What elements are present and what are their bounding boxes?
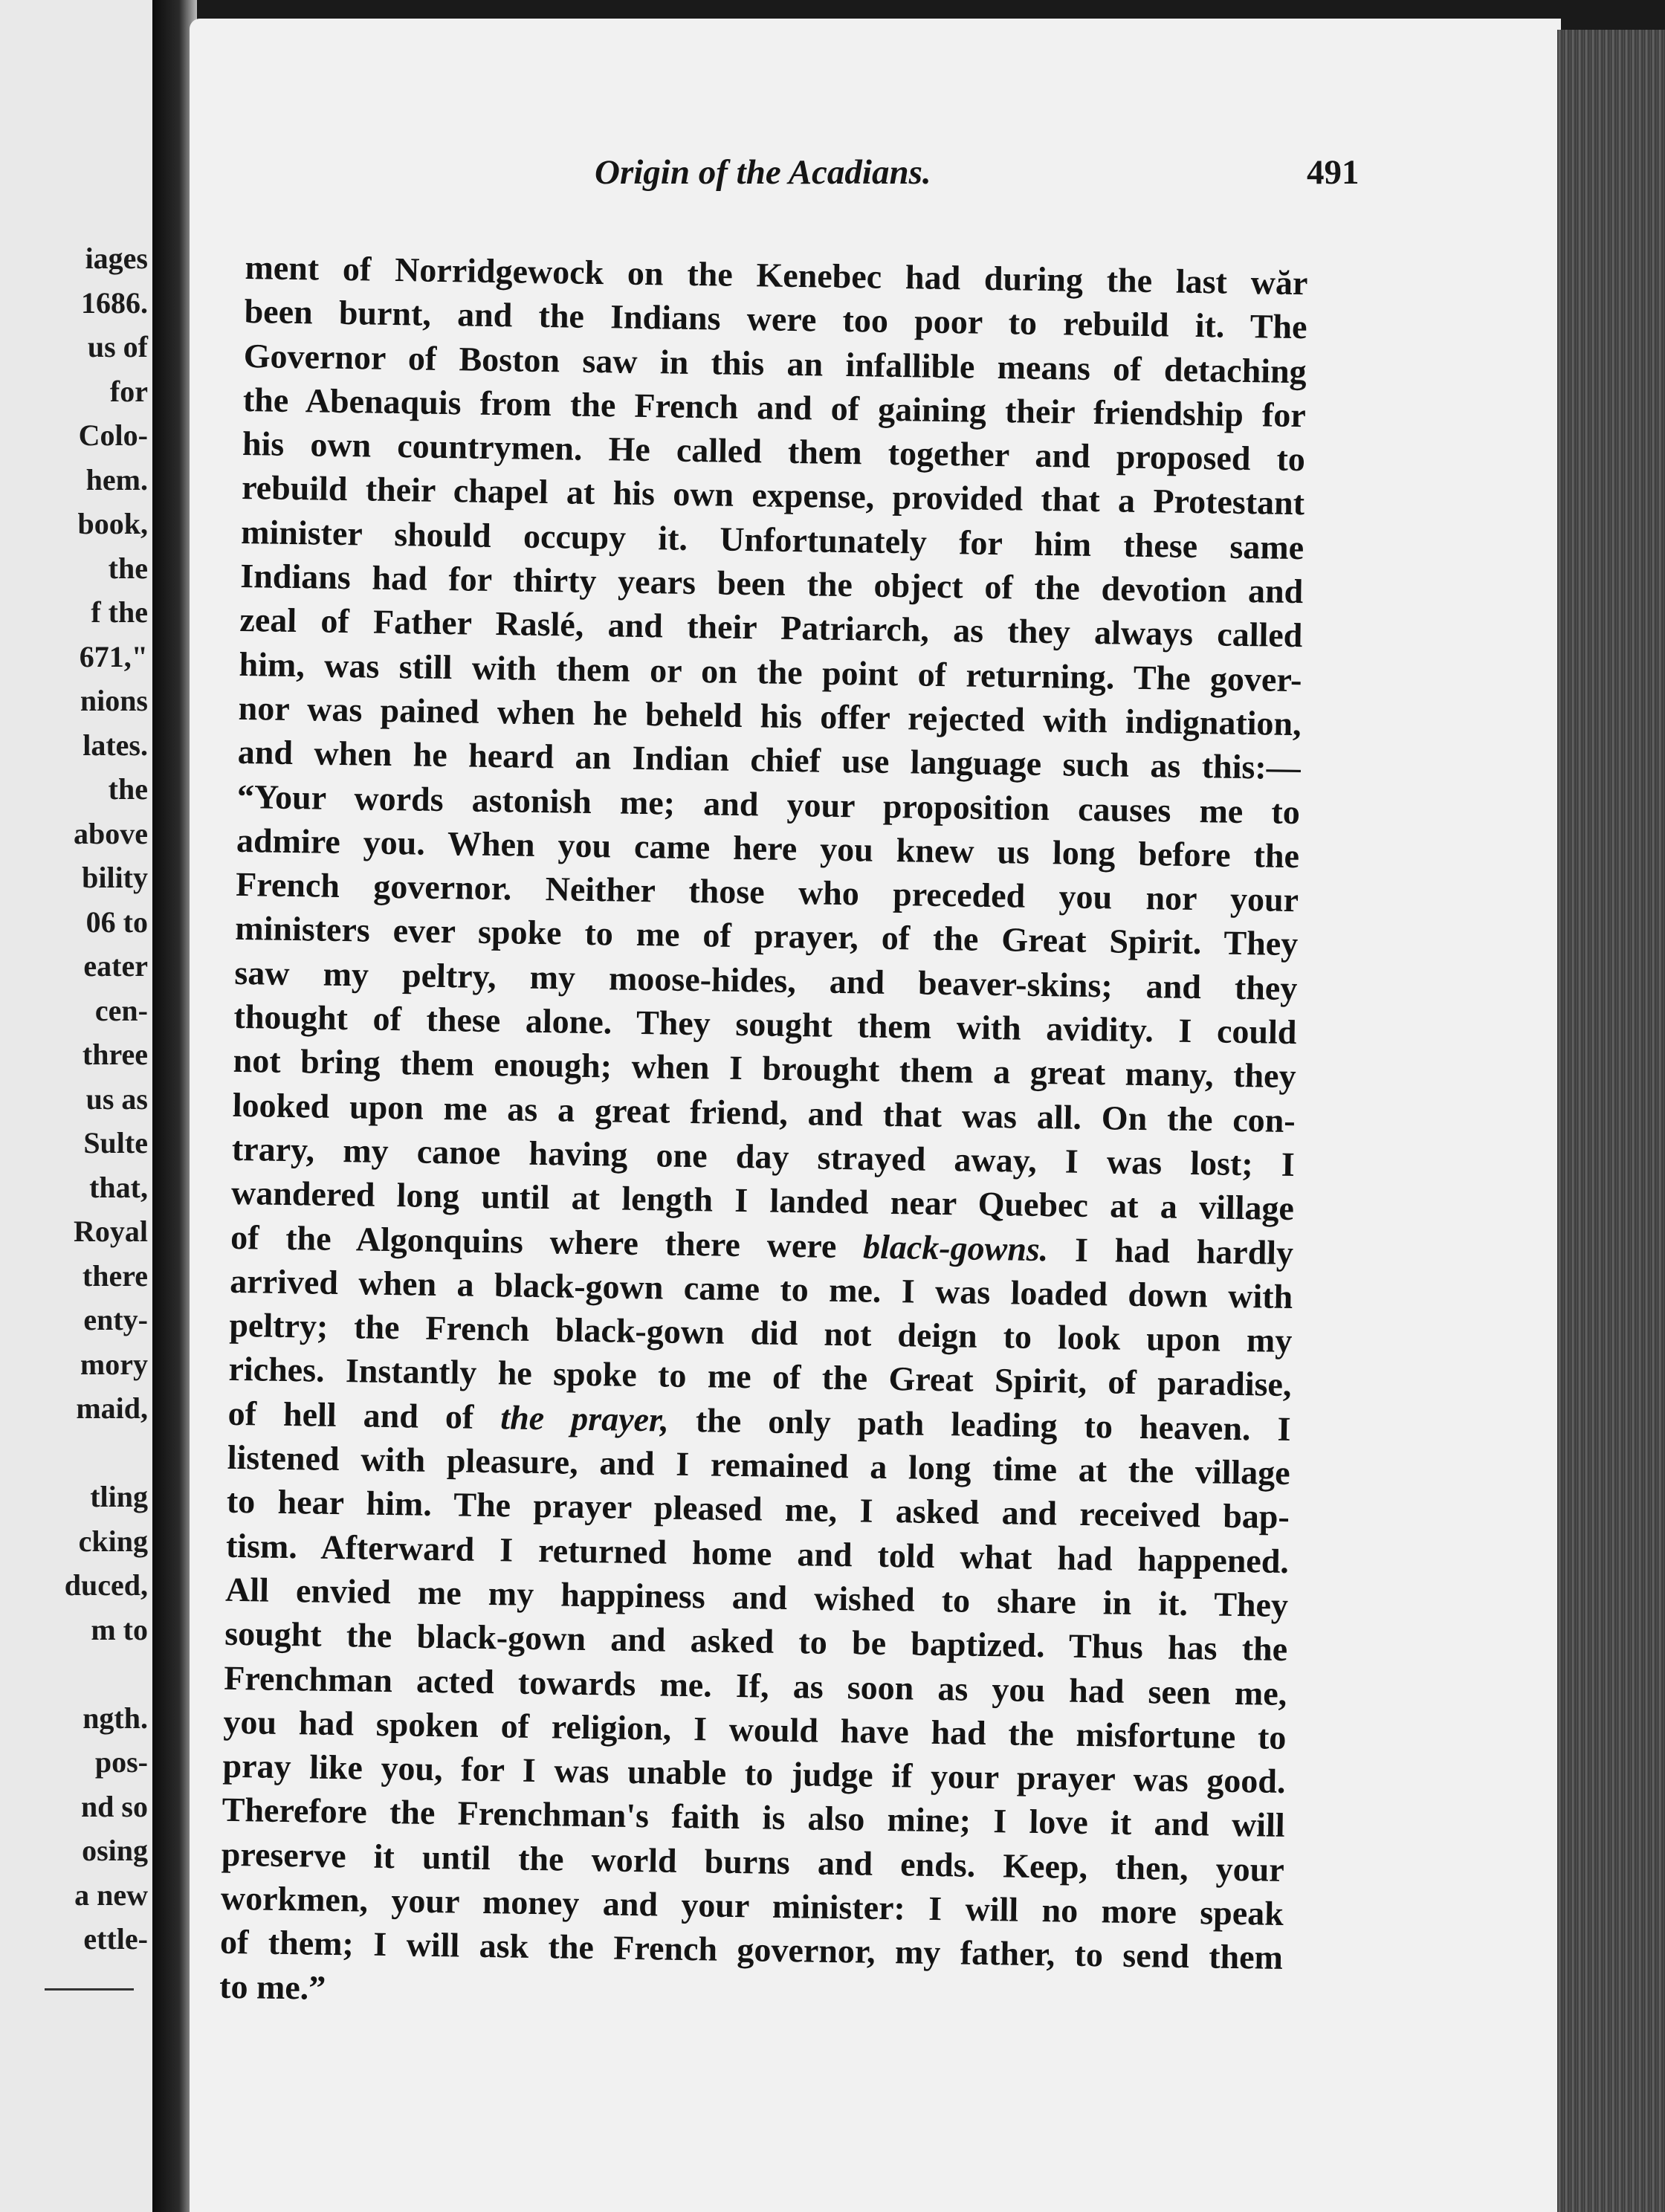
- text-line: his own countrymen. He called them together and proposed to: [242, 424, 1306, 479]
- text-segment: I had hardly: [1047, 1229, 1294, 1272]
- facing-page-line: three: [82, 1038, 148, 1071]
- facing-page-line: nions: [80, 684, 148, 717]
- facing-page-line: 1686.: [81, 285, 148, 320]
- text-line: pray like you, for I was unable to judge if your prayer was good.: [222, 1746, 1286, 1801]
- facing-page-line: duced,: [64, 1568, 148, 1602]
- facing-page-line: there: [82, 1258, 148, 1293]
- text-line: ment of Norridgewock on the Kenebec had during the last wăr: [245, 248, 1308, 303]
- facing-page-line: ettle-: [83, 1922, 148, 1956]
- text-line: been burnt, and the Indians were too poor to rebuild it. The: [244, 292, 1307, 346]
- text-line: preserve it until the world burns and ends. Keep, then, your: [221, 1834, 1285, 1889]
- text-line: him, was still with them or on the point of returning. The gover-: [239, 644, 1302, 699]
- facing-page-line: Sulte: [83, 1126, 148, 1160]
- facing-page-line: m to: [91, 1612, 148, 1646]
- facing-page-rule: [45, 1988, 134, 1991]
- text-line: to hear him. The prayer pleased me, I asked and received bap-: [226, 1482, 1290, 1536]
- facing-page-line: maid,: [76, 1391, 148, 1425]
- facing-page-line: a new: [74, 1878, 148, 1912]
- facing-page-line: 671,": [79, 639, 148, 673]
- text-line: riches. Instantly he spoke to me of the Great Spirit, of paradise,: [228, 1350, 1292, 1404]
- text-line: minister should occupy it. Unfortunately for him these same: [240, 512, 1304, 566]
- facing-page-line: tling: [90, 1480, 148, 1513]
- facing-page: [0, 0, 163, 2212]
- text-line: wandered long until at length I landed near Quebec at a village: [230, 1174, 1295, 1228]
- text-line: and when he heard an Indian chief use language such as this:—: [237, 733, 1302, 787]
- body-text: [219, 245, 1308, 2024]
- facing-page-text: [0, 236, 148, 1962]
- facing-page-line: osing: [82, 1834, 148, 1867]
- facing-page-line: f the: [91, 595, 148, 629]
- text-line: All envied me my happiness and wished to share in it. They: [224, 1570, 1289, 1624]
- text-line: saw my peltry, my moose-hides, and beaver-skins; and they: [234, 953, 1298, 1007]
- text-line: Frenchman acted towards me. If, as soon as you had seen me,: [224, 1658, 1287, 1713]
- facing-page-line: iages: [85, 242, 148, 275]
- facing-page-line: Royal: [74, 1215, 148, 1248]
- text-line: listened with pleasure, and I remained a long time at the village: [227, 1438, 1291, 1493]
- text-line: nor was pained when he beheld his offer rejected with indignation,: [238, 688, 1302, 743]
- facing-page-line: lates.: [83, 728, 148, 762]
- text-line: of them; I will ask the French governor, my father, to send them: [219, 1923, 1284, 1977]
- facing-page-line: hem.: [85, 462, 148, 497]
- text-line: trary, my canoe having one day strayed away, I was lost; I: [231, 1129, 1296, 1184]
- facing-page-line: 06 to: [85, 905, 148, 939]
- facing-page-line: pos-: [94, 1745, 148, 1779]
- text-line: admire you. When you came here you knew us long before the: [236, 821, 1300, 875]
- facing-page-line: us as: [85, 1081, 148, 1116]
- facing-page-line: [0, 1652, 148, 1696]
- facing-page-line: the: [108, 551, 148, 585]
- text-line: looked upon me as a great friend, and that was all. On the con-: [232, 1085, 1296, 1139]
- facing-page-line: bility: [82, 861, 148, 894]
- text-line: sought the black-gown and asked to be baptized. Thus has the: [224, 1614, 1288, 1669]
- text-segment: of the Algonquins where there were: [230, 1217, 864, 1266]
- text-line: to me.”: [219, 1967, 326, 2007]
- text-line: thought of these alone. They sought them with avidity. I could: [233, 997, 1297, 1052]
- facing-page-line: cen-: [94, 993, 148, 1027]
- facing-page-line: mory: [80, 1347, 148, 1381]
- text-line: French governor. Neither those who preceded you nor your: [235, 865, 1299, 919]
- text-line: the Abenaquis from the French and of gaining their friendship for: [242, 380, 1307, 435]
- text-line: zeal of Father Raslé, and their Patriarch, as they always called: [239, 601, 1303, 655]
- text-line: Therefore the Frenchman's faith is also mine; I love it and will: [222, 1791, 1285, 1845]
- text-segment: the only path leading to heaven. I: [668, 1400, 1291, 1448]
- facing-page-line: above: [74, 816, 148, 850]
- text-line: Governor of Boston saw in this an infallible means of detaching: [243, 336, 1307, 390]
- facing-page-line: that,: [89, 1170, 148, 1204]
- text-line: tism. Afterward I returned home and told what had happened.: [225, 1526, 1290, 1580]
- text-line: rebuild their chapel at his own expense, provided that a Protestant: [241, 468, 1305, 523]
- facing-page-line: Colo-: [78, 418, 148, 452]
- text-line: workmen, your money and your minister: I will no more speak: [220, 1878, 1284, 1933]
- text-line: ministers ever spoke to me of prayer, of the Great Spirit. They: [234, 909, 1299, 963]
- facing-page-line: [0, 1431, 148, 1475]
- text-line: not bring them enough; when I brought them a great many, they: [233, 1041, 1296, 1096]
- text-line: “Your words astonish me; and your proposition causes me to: [236, 777, 1301, 831]
- text-line: Indians had for thirty years been the object of the devotion and: [240, 557, 1304, 611]
- text-segment: of hell and of: [227, 1394, 501, 1436]
- facing-page-line: cking: [78, 1524, 148, 1558]
- text-line: you had spoken of religion, I would have had the misfortune to: [223, 1702, 1287, 1756]
- italic-text: black-gowns.: [862, 1227, 1049, 1268]
- facing-page-line: for: [109, 374, 148, 408]
- facing-page-line: nd so: [80, 1789, 148, 1823]
- facing-page-line: the: [108, 772, 148, 806]
- text-line: peltry; the French black-gown did not deign to look upon my: [229, 1305, 1293, 1360]
- text-line: arrived when a black-gown came to me. I was loaded down with: [229, 1261, 1293, 1316]
- facing-page-line: us of: [87, 330, 148, 363]
- facing-page-line: book,: [77, 507, 148, 540]
- facing-page-line: ngth.: [83, 1701, 148, 1735]
- page-edges: [1557, 30, 1665, 2212]
- facing-page-line: enty-: [83, 1303, 148, 1336]
- running-title: Origin of the Acadians.: [595, 153, 931, 192]
- facing-page-line: eater: [83, 949, 148, 983]
- page-number: 491: [1307, 153, 1360, 192]
- italic-text: the prayer,: [500, 1397, 670, 1439]
